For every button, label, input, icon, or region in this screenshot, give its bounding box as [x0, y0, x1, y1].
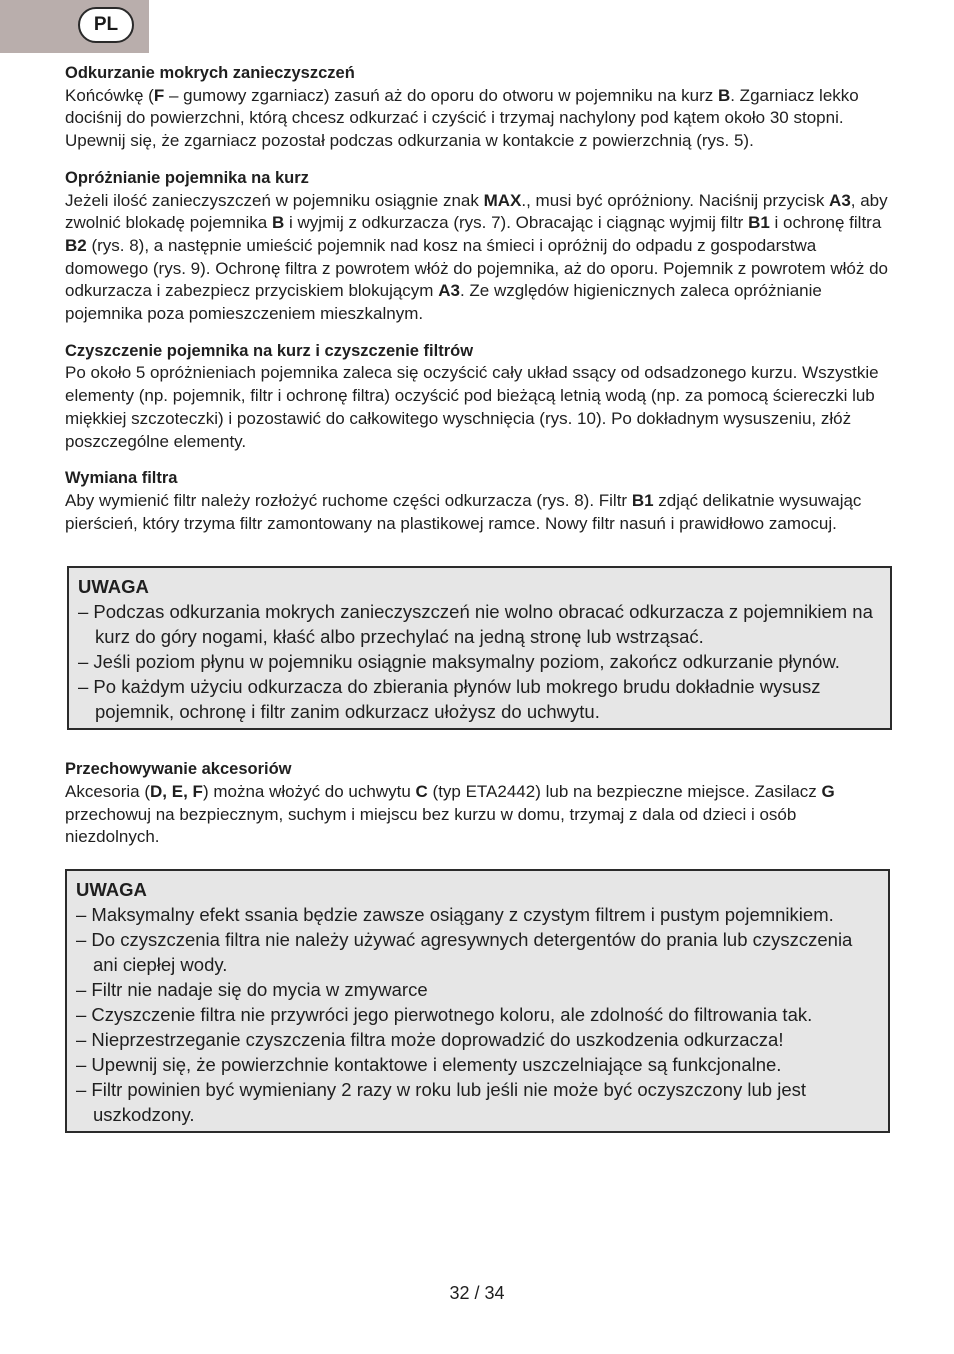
bold-reference: F — [153, 85, 165, 105]
warning-item: – Do czyszczenia filtra nie należy używać agresywnych detergentów do prania lub czyszczenia ani ciepłej wody. — [76, 929, 853, 976]
text-run: – gumowy zgarniacz) zasuń aż do oporu do otworu w pojemniku na kurz — [164, 85, 718, 105]
warning-item: – Filtr nie nadaje się do mycia w zmywarce — [76, 979, 428, 1001]
warning-item: – Maksymalny efekt ssania będzie zawsze osiągany z czystym filtrem i pustym pojemnikiem. — [76, 904, 834, 926]
text-run: i wyjmij z odkurzacza (rys. 7). Obracając i ciągnąc wyjmij filtr — [284, 213, 749, 233]
text-run: , aby zwolnić blokadę pojemnika — [65, 190, 888, 233]
text-run: . Ze względów higienicznych zaleca opróżnianie pojemnika poza pomieszczeniem mieszkalnym. — [65, 281, 822, 324]
bold-reference: MAX — [483, 190, 522, 210]
language-badge: PL — [78, 7, 134, 43]
bold-reference: A3 — [438, 281, 460, 301]
section-wet-vacuuming — [65, 62, 895, 153]
text-run: (rys. 8), a następnie umieścić pojemnik nad kosz na śmieci i opróżnij do odpadu z gospodarstwa domowego (rys. 9). Ochronę filtra z powrotem włóż do pojemnika, aż do oporu. Pojemnik z powrotem włóż do odkurzacza i zabezpiecz przyciskiem blokującym — [65, 235, 888, 301]
section-accessory-storage — [65, 758, 895, 849]
section-paragraph — [65, 85, 895, 153]
section-paragraph — [65, 490, 895, 535]
text-run: . Zgarniacz lekko dociśnij do powierzchni, którą chcesz odkurzać i czyścić i trzymaj nachylony pod kątem około 30 stopni. Upewnij się, że zgarniacz pozostał podczas odkurzania w kontakcie z powierzchnią (rys. 5). — [65, 85, 859, 151]
warning-item: – Jeśli poziom płynu w pojemniku osiągnie maksymalny poziom, zakończ odkurzanie płynów. — [78, 651, 840, 673]
document-body — [65, 62, 895, 1133]
bold-reference: B — [271, 213, 285, 233]
section-cleaning-filters — [65, 340, 895, 454]
text-run: ., musi być opróżniony. Naciśnij przycisk — [521, 190, 830, 210]
language-tab — [0, 0, 149, 53]
section-paragraph — [65, 362, 895, 453]
page-number: 32 / 34 — [449, 1283, 505, 1303]
text-run: ) można włożyć do uchwytu — [202, 782, 416, 802]
section-heading: Odkurzanie mokrych zanieczyszczeń — [65, 64, 355, 82]
section-paragraph — [65, 190, 895, 326]
text-run: Jeżeli ilość zanieczyszczeń w pojemniku osiągnie znak — [65, 190, 484, 210]
warning-box — [65, 869, 890, 1133]
warning-item: – Po każdym użyciu odkurzacza do zbierania płynów lub mokrego brudu dokładnie wysusz pojemnik, ochronę i filtr zanim odkurzacz ułożysz do uchwytu. — [78, 676, 821, 723]
text-run: Po około 5 opróżnieniach pojemnika zaleca się oczyścić cały układ ssący od odsadzonego kurzu. Wszystkie elementy (np. pojemnik, filtr i ochronę filtra) oczyścić pod bieżącą letnią wodą (np. za pomocą ściereczki lub miękkiej szczoteczki) i pozostawić do całkowitego wyschnięcia (rys. 10). Po dokładnym wysuszeniu, złóż poszczególne elementy. — [65, 363, 879, 451]
bold-reference: B1 — [631, 490, 654, 510]
section-heading: Czyszczenie pojemnika na kurz i czyszczenie filtrów — [65, 341, 474, 360]
bold-reference: D, E, F — [150, 782, 203, 802]
bold-reference: B2 — [65, 235, 87, 255]
text-run: przechowuj na bezpiecznym, suchym i miejscu bez kurzu w domu, trzymaj z dala od dzieci i osób niezdolnych. — [65, 804, 797, 847]
warning-list — [76, 902, 878, 1127]
section-filter-replacement — [65, 467, 895, 535]
text-run: zdjąć delikatnie wysuwając pierścień, który trzyma filtr zamontowany na plastikowej ramce. Nowy filtr nasuń i prawidłowo zamocuj. — [65, 490, 862, 533]
text-run: Końcówkę ( — [65, 85, 154, 105]
bold-reference: A3 — [829, 190, 851, 210]
bold-reference: B1 — [748, 213, 770, 233]
warning-title: UWAGA — [76, 879, 147, 901]
section-paragraph — [65, 781, 895, 849]
text-run: Akcesoria ( — [65, 782, 151, 802]
warning-item: – Filtr powinien być wymieniany 2 razy w roku lub jeśli nie może być oczyszczony lub jest uszkodzony. — [76, 1079, 807, 1126]
text-run: (typ ETA2442) lub na bezpieczne miejsce. Zasilacz — [427, 782, 822, 802]
section-heading: Wymiana filtra — [65, 469, 178, 488]
section-heading: Opróżnianie pojemnika na kurz — [65, 168, 309, 187]
bold-reference: G — [821, 782, 835, 802]
section-emptying-container — [65, 167, 895, 326]
warning-item: – Nieprzestrzeganie czyszczenia filtra może doprowadzić do uszkodzenia odkurzacza! — [76, 1029, 784, 1051]
warning-title: UWAGA — [78, 576, 149, 598]
warning-list — [78, 599, 880, 724]
text-run: i ochronę filtra — [769, 213, 882, 233]
bold-reference: B — [717, 85, 731, 105]
warning-item: – Podczas odkurzania mokrych zanieczyszczeń nie wolno obracać odkurzacza z pojemnikiem na kurz do góry nogami, kłaść albo przechylać na jedną stronę lub wstrząsać. — [78, 601, 873, 648]
warning-box — [67, 566, 892, 730]
text-run: Aby wymienić filtr należy rozłożyć ruchome części odkurzacza (rys. 8). Filtr — [65, 490, 632, 510]
warning-item: – Upewnij się, że powierzchnie kontaktowe i elementy uszczelniające są funkcjonalne. — [76, 1054, 782, 1076]
bold-reference: C — [415, 782, 428, 802]
section-heading: Przechowywanie akcesoriów — [65, 760, 292, 779]
warning-item: – Czyszczenie filtra nie przywróci jego pierwotnego koloru, ale zdolność do filtrowania tak. — [76, 1004, 813, 1026]
